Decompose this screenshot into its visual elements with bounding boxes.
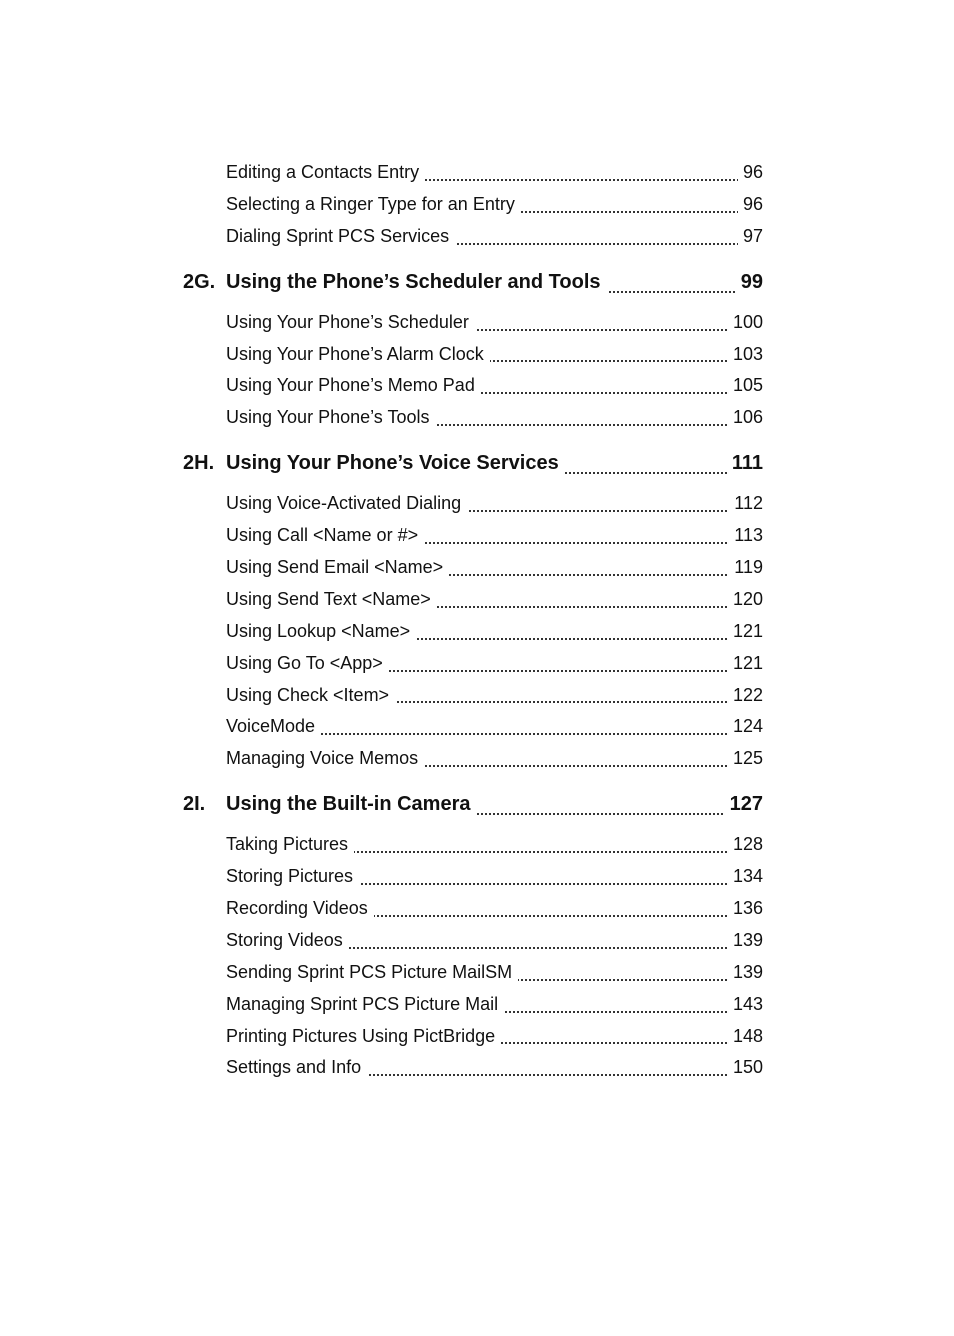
- toc-entry[interactable]: [226, 829, 763, 861]
- entry-page-number: 100: [728, 307, 763, 339]
- entry-title: Using Your Phone’s Memo Pad: [226, 375, 481, 395]
- entry-title: Taking Pictures: [226, 834, 354, 854]
- entry-title: Using Send Email <Name>: [226, 557, 449, 577]
- entry-title: Using Voice-Activated Dialing: [226, 493, 467, 513]
- toc-entry[interactable]: [226, 520, 763, 552]
- entry-page-number: 103: [728, 339, 763, 371]
- toc-entry[interactable]: [226, 711, 763, 743]
- entry-title: Settings and Info: [226, 1057, 367, 1077]
- chapter-page-number: 111: [727, 440, 763, 486]
- entry-title: Editing a Contacts Entry: [226, 162, 425, 182]
- entry-title: Storing Pictures: [226, 866, 359, 886]
- entry-page-number: 97: [738, 221, 763, 253]
- toc-entry[interactable]: [226, 189, 763, 221]
- toc-entry[interactable]: [226, 957, 763, 989]
- chapter-number: 2G.: [183, 270, 216, 293]
- entry-title: Using Check <Item>: [226, 685, 395, 705]
- chapter-row: [226, 440, 763, 486]
- toc-entry[interactable]: [226, 861, 763, 893]
- entry-page-number: 105: [728, 370, 763, 402]
- chapter-page-number: 99: [736, 259, 763, 305]
- entry-title: Using Lookup <Name>: [226, 621, 416, 641]
- entry-page-number: 119: [729, 552, 763, 584]
- toc-entry[interactable]: [226, 307, 763, 339]
- entry-page-number: 136: [728, 893, 763, 925]
- entry-title: Using Your Phone’s Scheduler: [226, 312, 475, 332]
- chapter-title: Using the Phone’s Scheduler and Tools: [226, 271, 607, 293]
- toc-entry[interactable]: [226, 339, 763, 371]
- entry-page-number: 139: [728, 957, 763, 989]
- entry-title: Managing Sprint PCS Picture Mail: [226, 994, 504, 1014]
- entry-page-number: 96: [738, 157, 763, 189]
- entry-page-number: 121: [728, 648, 763, 680]
- chapter-number: 2H.: [183, 452, 215, 475]
- chapter-title: Using Your Phone’s Voice Services: [226, 452, 565, 474]
- table-of-contents: [183, 157, 763, 1084]
- chapter-page-number: 127: [725, 781, 763, 827]
- entry-title: Managing Voice Memos: [226, 748, 424, 768]
- toc-entry[interactable]: [226, 584, 763, 616]
- toc-entry[interactable]: [226, 989, 763, 1021]
- entry-title: Using Your Phone’s Tools: [226, 407, 435, 427]
- toc-entry[interactable]: [226, 402, 763, 434]
- entry-page-number: 143: [728, 989, 763, 1021]
- toc-entry[interactable]: [226, 488, 763, 520]
- entry-page-number: 134: [728, 861, 763, 893]
- entry-page-number: 120: [728, 584, 763, 616]
- entry-title: Using Call <Name or #>: [226, 525, 424, 545]
- entry-title: Printing Pictures Using PictBridge: [226, 1026, 501, 1046]
- entry-title: Recording Videos: [226, 898, 374, 918]
- chapter-heading[interactable]: [183, 440, 763, 486]
- entry-page-number: 124: [728, 711, 763, 743]
- chapter-row: [226, 781, 763, 827]
- chapter-title: Using the Built-in Camera: [226, 793, 476, 815]
- toc-entry[interactable]: [226, 1052, 763, 1084]
- entry-page-number: 122: [728, 680, 763, 712]
- entry-title: Selecting a Ringer Type for an Entry: [226, 194, 521, 214]
- chapter-number: 2I.: [183, 793, 206, 816]
- entry-page-number: 121: [728, 616, 763, 648]
- entry-page-number: 139: [728, 925, 763, 957]
- entry-page-number: 106: [728, 402, 763, 434]
- entry-title: VoiceMode: [226, 716, 321, 736]
- chapter-row: [226, 259, 763, 305]
- entry-title: Using Send Text <Name>: [226, 589, 437, 609]
- entry-page-number: 128: [728, 829, 763, 861]
- toc-entry[interactable]: [226, 157, 763, 189]
- entry-title: Using Go To <App>: [226, 653, 389, 673]
- toc-entry[interactable]: [226, 552, 763, 584]
- chapter-heading[interactable]: [183, 781, 763, 827]
- toc-entry[interactable]: [226, 648, 763, 680]
- entry-page-number: 150: [728, 1052, 763, 1084]
- toc-entry[interactable]: [226, 616, 763, 648]
- toc-entry[interactable]: [226, 743, 763, 775]
- toc-entry[interactable]: [226, 893, 763, 925]
- toc-entry[interactable]: [226, 221, 763, 253]
- chapter-heading[interactable]: [183, 259, 763, 305]
- entry-page-number: 148: [728, 1021, 763, 1053]
- entry-page-number: 96: [738, 189, 763, 221]
- entry-title: Storing Videos: [226, 930, 349, 950]
- entry-page-number: 112: [729, 488, 763, 520]
- entry-title: Sending Sprint PCS Picture MailSM: [226, 962, 518, 982]
- entry-page-number: 125: [728, 743, 763, 775]
- toc-entry[interactable]: [226, 1021, 763, 1053]
- entry-title: Using Your Phone’s Alarm Clock: [226, 344, 490, 364]
- toc-entry[interactable]: [226, 370, 763, 402]
- entry-title: Dialing Sprint PCS Services: [226, 226, 455, 246]
- toc-entry[interactable]: [226, 680, 763, 712]
- toc-entry[interactable]: [226, 925, 763, 957]
- entry-page-number: 113: [729, 520, 763, 552]
